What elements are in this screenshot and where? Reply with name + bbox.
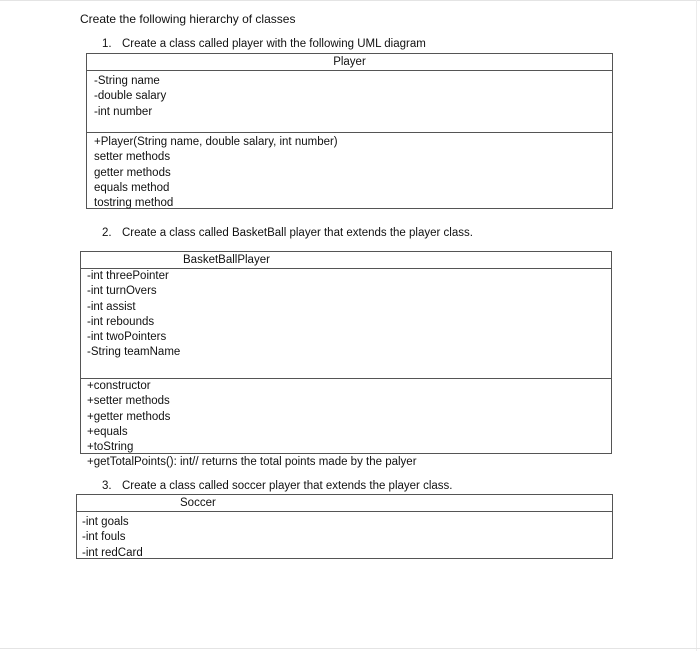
player-class-title: Player [87,54,612,71]
player-method: setter methods [94,151,171,164]
right-edge-divider [696,0,697,651]
step-1-number: 1. [102,38,112,50]
player-uml-diagram [86,53,613,209]
player-attributes [87,71,612,132]
step-2-number: 2. [102,227,112,239]
basketball-attribute: -int twoPointers [87,331,167,344]
basketball-method: +constructor [87,380,151,392]
soccer-attribute: -int goals [82,516,129,528]
basketball-attribute: -int turnOvers [87,285,157,298]
top-edge-divider [0,0,700,1]
basketball-attribute: -String teamName [87,346,181,359]
soccer-attribute: -int fouls [82,531,126,544]
step-2-text: Create a class called BasketBall player that extends the player class. [122,227,473,239]
basketball-method: +getTotalPoints(): int// returns the total points made by the palyer [87,456,417,469]
player-methods [87,132,612,213]
step-3 [102,480,452,492]
bottom-edge-divider [0,648,700,649]
player-method: getter methods [94,166,171,179]
player-attribute: -double salary [94,90,167,103]
basketball-methods [81,378,611,473]
soccer-attribute: -int redCard [82,546,143,559]
basketball-method: +getter methods [87,410,171,423]
player-method: tostring method [94,197,174,210]
step-3-number: 3. [102,480,112,492]
player-method: equals method [94,181,170,194]
step-3-text: Create a class called soccer player that extends the player class. [122,480,453,492]
soccer-attributes [77,512,612,563]
basketball-method: +equals [87,425,128,438]
step-2 [102,227,473,239]
player-attribute: -String name [94,75,160,87]
basketball-attribute: -int threePointer [87,270,169,282]
soccer-uml-diagram [76,494,613,559]
basketball-attribute: -int rebounds [87,315,155,328]
basketball-attribute: -int assist [87,300,136,313]
basketball-uml-diagram [80,251,612,469]
step-1-text: Create a class called player with the following UML diagram [122,38,426,50]
player-attribute: -int number [94,105,153,118]
basketball-method: +setter methods [87,395,170,408]
step-1 [102,38,426,50]
basketball-attributes [81,269,611,378]
soccer-class-title: Soccer [77,495,612,512]
basketball-method: +toString [87,441,134,454]
player-method: +Player(String name, double salary, int number) [94,136,338,148]
page-heading: Create the following hierarchy of classes [80,12,296,26]
basketball-class-title: BasketBallPlayer [81,252,611,269]
